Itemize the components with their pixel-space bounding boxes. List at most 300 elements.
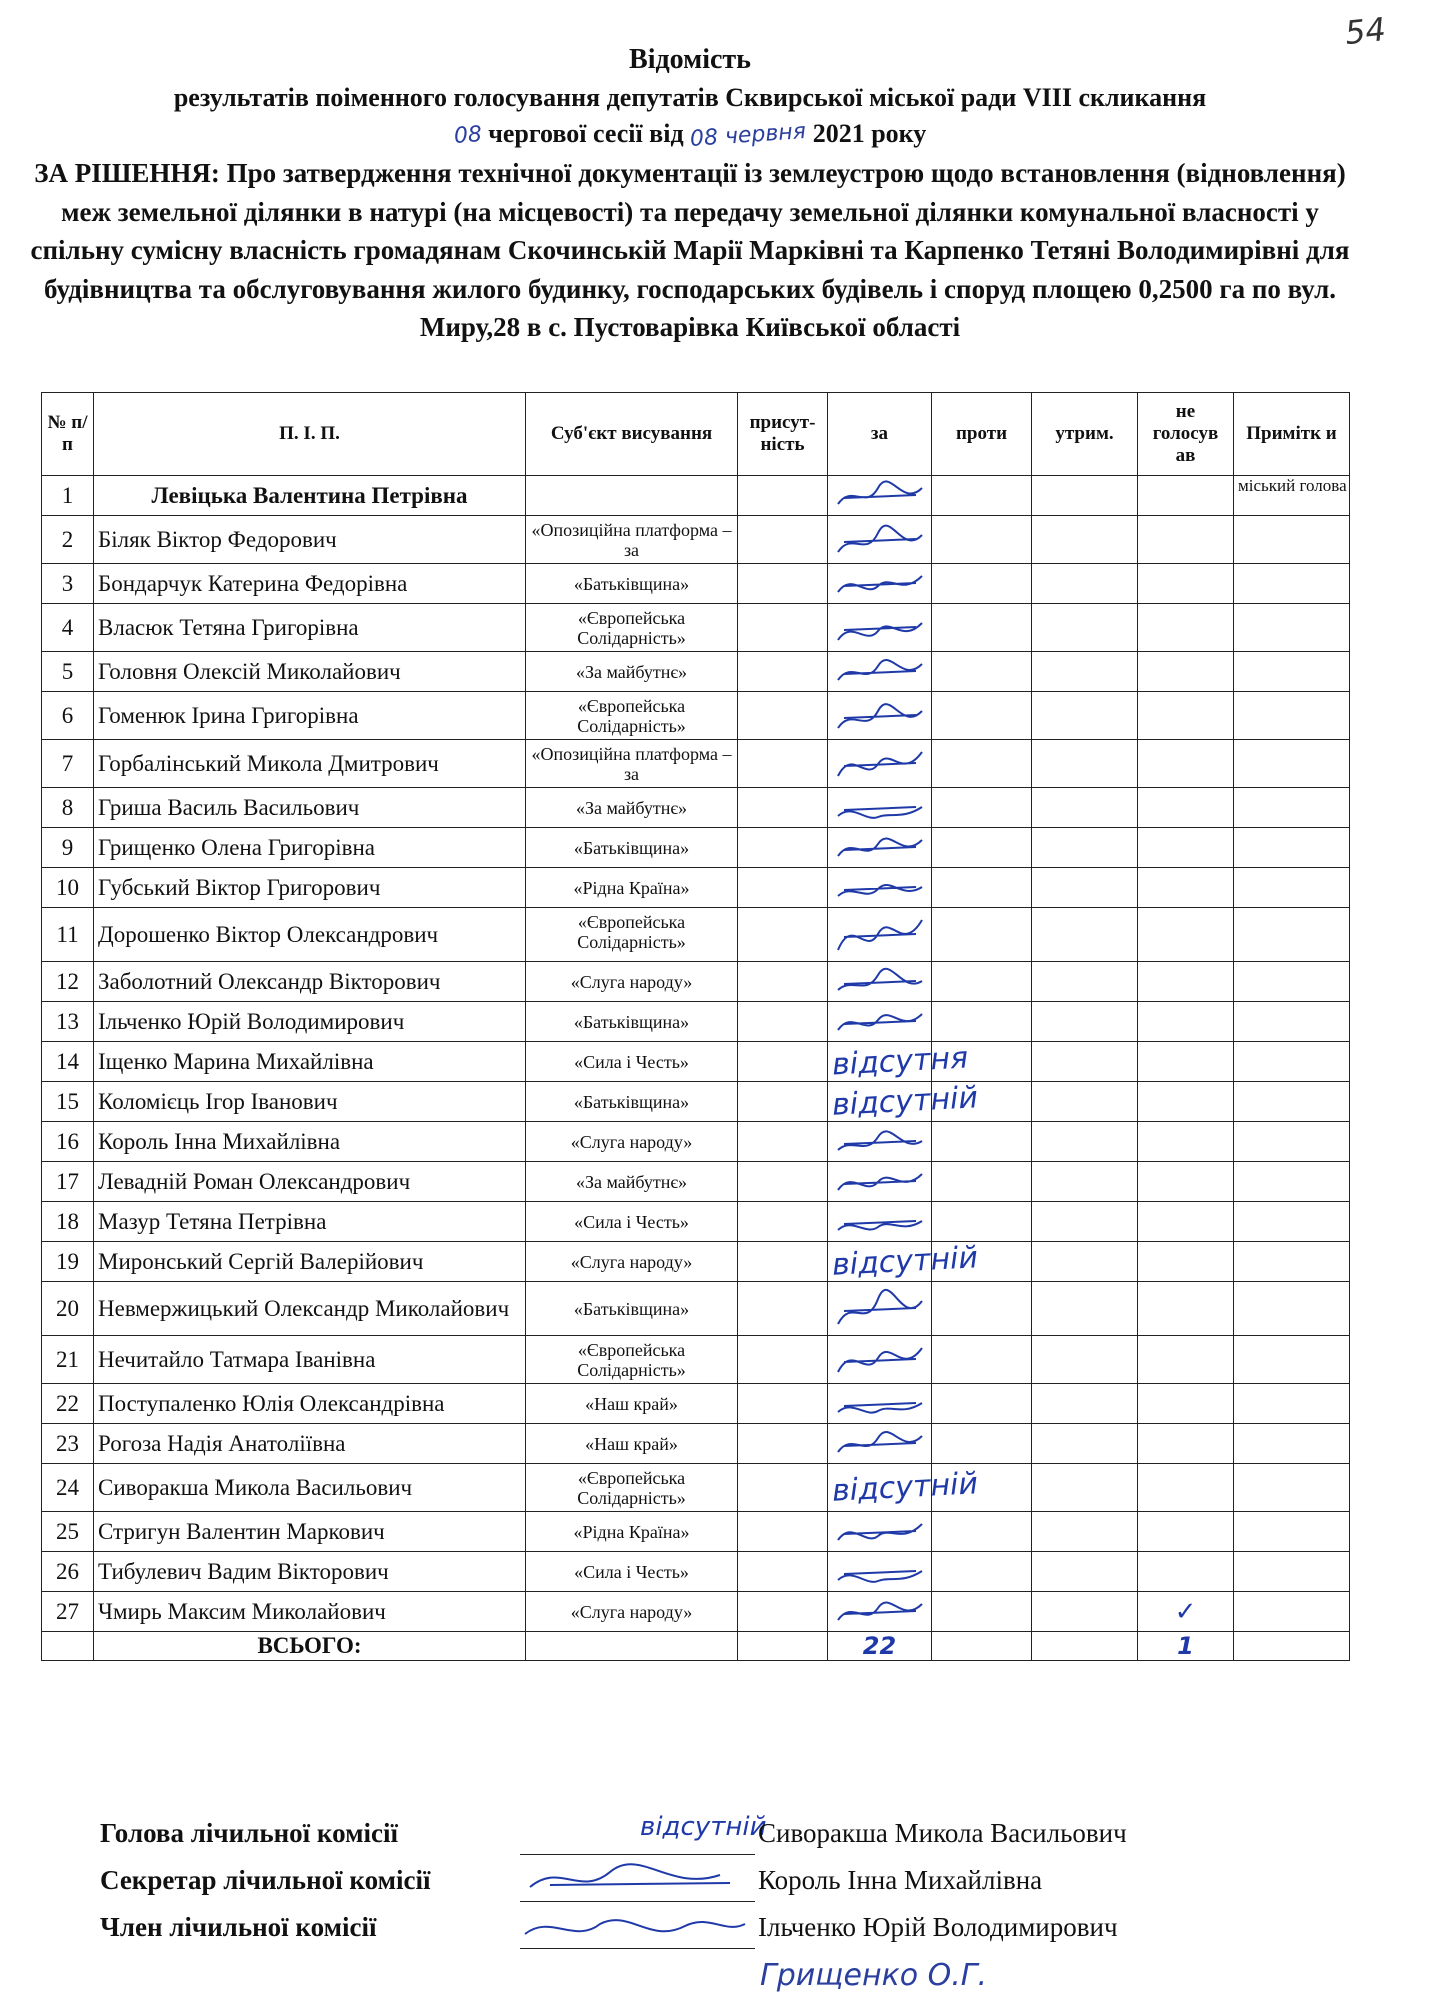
row-not-voted [1138,1242,1234,1282]
table-row [42,1336,1350,1384]
row-party: «Слуга народу» [526,1592,738,1632]
row-not-voted [1138,1592,1234,1632]
row-num: 4 [42,604,94,652]
row-note [1234,1592,1350,1632]
row-num: 26 [42,1552,94,1592]
table-row [42,1122,1350,1162]
row-num: 14 [42,1042,94,1082]
row-abstain [1032,1336,1138,1384]
row-name: Чмирь Максим Миколайович [94,1592,526,1632]
row-for [828,604,932,652]
total-for-value: 22 [862,1632,897,1660]
row-party: «Європейська Солідарність» [526,604,738,652]
row-num: 1 [42,476,94,516]
row-present [738,1336,828,1384]
header-present: присут-ність [738,393,828,476]
row-note [1234,692,1350,740]
row-for [828,1122,932,1162]
row-for [828,692,932,740]
row-abstain [1032,1042,1138,1082]
commission-role: Голова лічильної комісії [100,1818,398,1848]
row-for [828,652,932,692]
signature-line [520,1904,755,1949]
row-name: Грищенко Олена Григорівна [94,828,526,868]
table-row [42,788,1350,828]
row-abstain [1032,1424,1138,1464]
row-abstain [1032,1122,1138,1162]
signature-scribble [832,1204,927,1240]
signature-scribble [832,566,927,602]
row-against [932,1336,1032,1384]
row-name: Левадній Роман Олександрович [94,1162,526,1202]
signature-scribble [832,870,927,906]
check-icon: ✓ [1174,1596,1197,1627]
row-against [932,788,1032,828]
row-against [932,828,1032,868]
signature-line [520,1857,755,1902]
row-num: 22 [42,1384,94,1424]
row-not-voted [1138,516,1234,564]
row-against [932,652,1032,692]
table-row [42,1424,1350,1464]
signature-scribble [832,1284,927,1334]
row-for [828,1424,932,1464]
table-row [42,1002,1350,1042]
row-present [738,1002,828,1042]
row-note [1234,604,1350,652]
row-abstain [1032,476,1138,516]
row-against [932,516,1032,564]
table-row [42,1552,1350,1592]
table-header-row [42,393,1350,476]
row-note [1234,516,1350,564]
row-name: Невмержицький Олександр Миколайович [94,1282,526,1336]
row-for [828,1240,979,1283]
row-party: «За майбутнє» [526,652,738,692]
row-present [738,652,828,692]
row-present [738,788,828,828]
row-for [828,908,932,962]
table-row [42,1162,1350,1202]
row-note [1234,1384,1350,1424]
row-note: міський голова [1234,476,1350,516]
row-not-voted [1138,1552,1234,1592]
table-row [42,1202,1350,1242]
table-row [42,516,1350,564]
row-party: «За майбутнє» [526,1162,738,1202]
absent-handwritten: відсутній [831,1240,979,1283]
row-party: «Опозиційна платформа – за [526,740,738,788]
header-num: № п/п [42,393,94,476]
row-num: 6 [42,692,94,740]
row-note [1234,868,1350,908]
row-present [738,1082,828,1122]
row-present [738,1282,828,1336]
row-present [738,1384,828,1424]
row-not-voted [1138,1042,1234,1082]
signature-scribble [832,1164,927,1200]
session-number-handwritten: 08 [452,122,483,149]
commission-person: Король Інна Михайлівна [758,1865,1043,1895]
signature-scribble [832,478,927,514]
table-row [42,1512,1350,1552]
row-against [932,908,1032,962]
row-note [1234,1464,1350,1512]
row-present [738,1424,828,1464]
signature-scribble [832,1004,927,1040]
absent-handwritten: відсутній [831,1080,979,1123]
total-for [828,1632,932,1661]
row-present [738,1042,828,1082]
row-against [932,564,1032,604]
row-for [828,962,932,1002]
row-num: 12 [42,962,94,1002]
row-present [738,962,828,1002]
total-empty-cell [1032,1632,1138,1661]
row-num: 24 [42,1464,94,1512]
row-present [738,868,828,908]
row-not-voted [1138,1202,1234,1242]
total-label: ВСЬОГО: [94,1632,526,1661]
row-num: 3 [42,564,94,604]
row-abstain [1032,1464,1138,1512]
row-abstain [1032,740,1138,788]
row-num: 21 [42,1336,94,1384]
table-row [42,1384,1350,1424]
signature-scribble [520,1904,750,1948]
session-line [20,116,1360,154]
row-name: Іщенко Марина Михайлівна [94,1042,526,1082]
table-row [42,1464,1350,1512]
document-subtitle: результатів поіменного голосування депутатів Сквирської міської ради VIII скликання [173,83,1207,112]
row-name: Бондарчук Катерина Федорівна [94,564,526,604]
signature-scribble [832,518,927,562]
row-num: 19 [42,1242,94,1282]
row-not-voted [1138,1336,1234,1384]
row-not-voted [1138,476,1234,516]
row-for [828,1282,932,1336]
total-not-voted [1138,1632,1234,1661]
signature-scribble [832,1386,927,1422]
row-num: 7 [42,740,94,788]
row-abstain [1032,652,1138,692]
row-note [1234,740,1350,788]
signature-scribble [832,910,927,960]
signature-scribble [832,964,927,1000]
row-note [1234,1424,1350,1464]
total-empty-cell [526,1632,738,1661]
row-num: 23 [42,1424,94,1464]
row-not-voted [1138,1464,1234,1512]
session-text: чергової сесії від [488,119,684,148]
row-present [738,1464,828,1512]
row-name: Горбалінський Микола Дмитрович [94,740,526,788]
row-for [828,564,932,604]
row-party: «Європейська Солідарність» [526,1336,738,1384]
row-note [1234,962,1350,1002]
row-abstain [1032,1282,1138,1336]
row-note [1234,1552,1350,1592]
header-note: Примітк и [1234,393,1350,476]
row-num: 25 [42,1512,94,1552]
signature-absent-note: відсутній [640,1812,767,1842]
row-against [932,692,1032,740]
row-num: 5 [42,652,94,692]
row-not-voted [1138,1162,1234,1202]
signature-scribble [832,1426,927,1462]
absent-handwritten: відсутня [831,1040,969,1083]
table-row [42,908,1350,962]
row-party: «Батьківщина» [526,828,738,868]
session-date-handwritten: 08 червня [689,118,807,153]
row-party: «Батьківщина» [526,1082,738,1122]
row-abstain [1032,828,1138,868]
row-not-voted [1138,1002,1234,1042]
row-name: Сиворакша Микола Васильович [94,1464,526,1512]
row-abstain [1032,1552,1138,1592]
table-row [42,868,1350,908]
table-row [42,564,1350,604]
row-against [932,1282,1032,1336]
row-num: 18 [42,1202,94,1242]
row-party: «Рідна Країна» [526,1512,738,1552]
row-abstain [1032,1592,1138,1632]
row-num: 17 [42,1162,94,1202]
row-party: «Наш край» [526,1384,738,1424]
commission-signatures [100,1812,1340,1959]
commission-role: Член лічильної комісії [100,1912,377,1942]
row-abstain [1032,564,1138,604]
signature-scribble [832,654,927,690]
row-name: Тибулевич Вадим Вікторович [94,1552,526,1592]
row-num: 13 [42,1002,94,1042]
row-not-voted [1138,1122,1234,1162]
row-name: Рогоза Надія Анатоліївна [94,1424,526,1464]
row-num: 11 [42,908,94,962]
row-abstain [1032,788,1138,828]
row-name: Власюк Тетяна Григорівна [94,604,526,652]
row-name: Губський Віктор Григорович [94,868,526,908]
table-row [42,1242,1350,1282]
total-empty-cell [1234,1632,1350,1661]
row-party: «Рідна Країна» [526,868,738,908]
row-name: Левіцька Валентина Петрівна [94,476,526,516]
row-abstain [1032,908,1138,962]
table-row [42,692,1350,740]
absent-handwritten: відсутній [831,1466,979,1509]
row-party: «Батьківщина» [526,564,738,604]
row-note [1234,788,1350,828]
row-not-voted [1138,1082,1234,1122]
row-not-voted [1138,652,1234,692]
row-name: Стригун Валентин Маркович [94,1512,526,1552]
row-present [738,1592,828,1632]
commission-person: Ільченко Юрій Володимирович [758,1912,1118,1942]
table-row [42,740,1350,788]
row-party: «Батьківщина» [526,1002,738,1042]
row-present [738,1162,828,1202]
row-for [828,1002,932,1042]
row-against [932,476,1032,516]
row-for [828,740,932,788]
header-for: за [828,393,932,476]
row-num: 16 [42,1122,94,1162]
row-abstain [1032,516,1138,564]
row-note [1234,908,1350,962]
row-present [738,1202,828,1242]
signature-scribble [832,742,927,786]
row-num: 27 [42,1592,94,1632]
row-name: Біляк Віктор Федорович [94,516,526,564]
row-abstain [1032,1082,1138,1122]
row-for [828,516,932,564]
row-party [526,476,738,516]
signature-scribble [520,1857,750,1901]
row-for [828,1552,932,1592]
header-not-voted: не голосув ав [1138,393,1234,476]
row-present [738,740,828,788]
row-abstain [1032,868,1138,908]
row-not-voted [1138,1512,1234,1552]
row-name: Гоменюк Ірина Григорівна [94,692,526,740]
row-present [738,908,828,962]
header-party: Суб'єкт висування [526,393,738,476]
table-row [42,1042,1350,1082]
table-body [42,476,1350,1632]
table-row [42,604,1350,652]
row-abstain [1032,692,1138,740]
signature-scribble [832,1594,927,1630]
row-not-voted [1138,788,1234,828]
header-abstain: утрим. [1032,393,1138,476]
table-row [42,962,1350,1002]
header-against: проти [932,393,1032,476]
row-present [738,1512,828,1552]
row-party: «Слуга народу» [526,1242,738,1282]
row-against [932,1122,1032,1162]
table-row [42,1592,1350,1632]
row-for [828,1464,979,1512]
row-not-voted [1138,1282,1234,1336]
row-name: Заболотний Олександр Вікторович [94,962,526,1002]
row-against [932,1002,1032,1042]
row-abstain [1032,1162,1138,1202]
row-against [932,1202,1032,1242]
row-against [932,868,1032,908]
row-party: «Наш край» [526,1424,738,1464]
signature-scribble [832,790,927,826]
row-for [828,828,932,868]
row-for [828,1080,979,1123]
row-note [1234,1162,1350,1202]
commission-row [100,1912,1340,1959]
row-abstain [1032,604,1138,652]
row-for [828,788,932,828]
row-present [738,692,828,740]
row-party: «Опозиційна платформа – за [526,516,738,564]
row-for [828,1592,932,1632]
row-present [738,476,828,516]
row-note [1234,1282,1350,1336]
row-abstain [1032,1242,1138,1282]
row-note [1234,1242,1350,1282]
row-not-voted [1138,564,1234,604]
row-present [738,1122,828,1162]
row-abstain [1032,1512,1138,1552]
row-present [738,604,828,652]
signature-scribble [832,1338,927,1382]
row-against [932,1552,1032,1592]
row-num: 10 [42,868,94,908]
row-for [828,1512,932,1552]
document-title: Відомість [629,44,751,75]
table-row [42,652,1350,692]
row-num: 15 [42,1082,94,1122]
row-note [1234,1002,1350,1042]
row-note [1234,1202,1350,1242]
row-num: 9 [42,828,94,868]
row-name: Миронський Сергій Валерійович [94,1242,526,1282]
row-against [932,1162,1032,1202]
row-present [738,564,828,604]
row-note [1234,652,1350,692]
handwritten-note-bottom: Грищенко О.Г. [760,1958,987,1993]
row-party: «Слуга народу» [526,1122,738,1162]
table-row [42,1282,1350,1336]
session-year: 2021 року [812,119,927,148]
row-party: «За майбутнє» [526,788,738,828]
row-against [932,1512,1032,1552]
row-against [932,1592,1032,1632]
commission-role: Секретар лічильної комісії [100,1865,431,1895]
row-name: Головня Олексій Миколайович [94,652,526,692]
row-name: Ільченко Юрій Володимирович [94,1002,526,1042]
row-not-voted [1138,828,1234,868]
row-num: 2 [42,516,94,564]
total-empty-cell [932,1632,1032,1661]
row-name: Гриша Василь Васильович [94,788,526,828]
row-for [828,1162,932,1202]
row-note [1234,1122,1350,1162]
row-for [828,868,932,908]
row-note [1234,1082,1350,1122]
total-not-voted-value: 1 [1177,1632,1194,1660]
row-note [1234,564,1350,604]
row-not-voted [1138,692,1234,740]
row-for [828,1040,969,1083]
row-not-voted [1138,962,1234,1002]
signature-line [520,1810,767,1855]
row-against [932,1424,1032,1464]
row-party: «Європейська Солідарність» [526,692,738,740]
document-header [20,40,1360,347]
row-note [1234,1512,1350,1552]
row-not-voted [1138,740,1234,788]
row-present [738,828,828,868]
row-for [828,1336,932,1384]
row-not-voted [1138,1424,1234,1464]
row-against [932,1384,1032,1424]
row-not-voted [1138,908,1234,962]
row-party: «Сила і Честь» [526,1042,738,1082]
table-row [42,828,1350,868]
row-note [1234,1336,1350,1384]
row-name: Король Інна Михайлівна [94,1122,526,1162]
page-number: 54 [1343,9,1388,53]
total-row [42,1632,1350,1661]
row-note [1234,1042,1350,1082]
decision-text: ЗА РІШЕННЯ: Про затвердження технічної документації із землеустрою щодо встановлення (відновлення) меж земельної ділянки в натурі (на місцевості) та передачу земельної ділянки комунальної власності у спільну сумісну власність громадянам Скочинській Марії Марківні та Карпенко Тетяні Володимирівні для будівництва та обслуговування жилого будинку, господарських будівель і споруд площею 0,2500 га по вул. Миру,28 в с. Пустоварівка Київської області [30,158,1350,342]
